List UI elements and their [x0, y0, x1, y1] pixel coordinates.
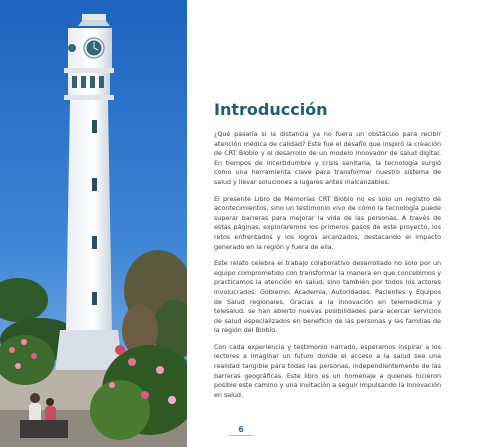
page-number-underline [229, 435, 253, 436]
text-column [214, 0, 441, 447]
section-title: Introducción [214, 100, 328, 119]
clock-tower-photo [0, 0, 187, 447]
paragraph: El presente Libro de Memorias CRT Biobío no es solo un registro de acontecimientos, sino un testimonio vivo de cómo la tecnología puede superar barreras para mejorar la vida de las personas. A través de estas páginas, exploraremos los primeros pasos de este proyecto, los retos enfrentados y los logros alcanzados, destacando el impacto generado en la región y fuera de ella. [214, 195, 441, 251]
page-number: 6 [238, 425, 244, 434]
paragraph: Este relato celebra el trabajo colaborativo desarrollado no solo por un equipo comprometido con transformar la manera en que concebimos y practicamos la atención en salud, sino también por todos los actores involucrados: Gobierno, Academia, Autoridades, Pacientes y Equipos de Salud regionales. Gracias a la innovación en telemedicina y telesalud, se han abierto nuevas posibilidades para acercar servicios de salud especializados en beneficio de las personas y las familias de la región del Biobío. [214, 260, 441, 335]
paragraph: ¿Qué pasaría si la distancia ya no fuera un obstáculo para recibir atención médica de calidad? Este fue el desafío que inspiró la creación de CRT Biobío y el desarrollo de un modelo innovador de salud digital. En tiempos de incertidumbre y crisis sanitaria, la tecnología surgió como una herramienta clave para transformar nuestro sistema de salud y llevar soluciones a lugares antes inalcanzables. [214, 131, 441, 186]
body-text [214, 130, 441, 407]
paragraph: Con cada experiencia y testimonio narrado, esperamos inspirar a los lectores a imaginar un futuro donde el acceso a la salud sea una realidad tangible para todas las personas, independientemente de las barreras geográficas. Este libro es un homenaje a quienes hicieron posible este camino y una invitación a seguir impulsando la innovación en salud. [214, 343, 441, 399]
